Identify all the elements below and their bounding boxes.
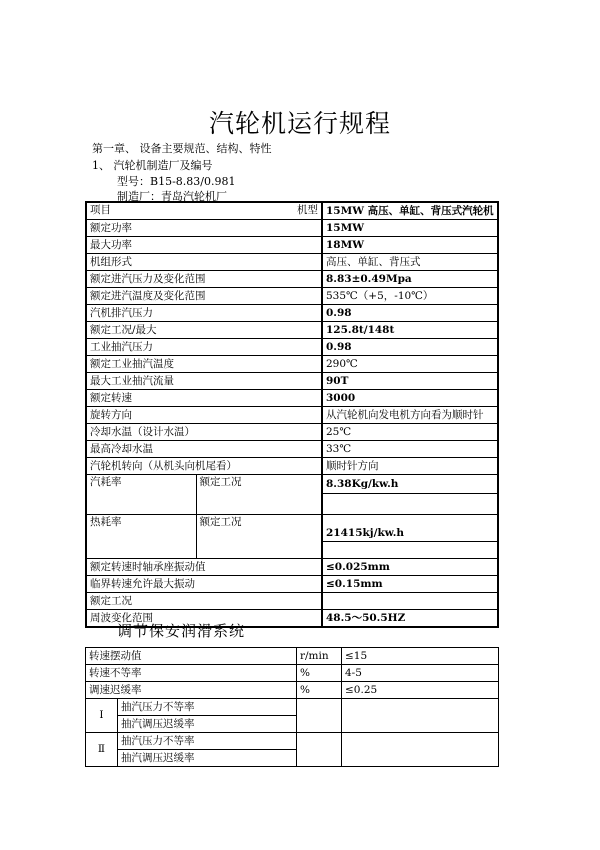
spec-row: [86, 441, 498, 458]
reg-group-item: 抽汽压力不等率: [118, 733, 297, 750]
spec-row: [86, 237, 498, 254]
spec-row-value: 0.98: [322, 305, 498, 322]
reg-group-unit: [297, 699, 342, 733]
spec-row-value: 290℃: [322, 356, 498, 373]
model-line: 型号：B15-8.83/0.981: [117, 175, 236, 188]
reg-row-unit: r/min: [297, 648, 342, 665]
spec-row-label: 额定工况/最大: [86, 322, 322, 339]
reg-row-value: ≤0.25: [342, 682, 499, 699]
spec-row-label: 机组形式: [86, 254, 322, 271]
spec-row-label: 额定进汽压力及变化范围: [86, 271, 322, 288]
spec-row: [86, 559, 498, 576]
maker-line: 制造厂：青岛汽轮机厂: [117, 190, 227, 203]
steam-rate-extra-cell: [322, 494, 498, 515]
spec-row-value: 15MW: [322, 220, 498, 237]
spec-row: [86, 220, 498, 237]
reg-row-unit: %: [297, 665, 342, 682]
spec-row: [86, 407, 498, 424]
spec-row-label: 汽轮机转向（从机头向机尾看）: [86, 458, 322, 475]
spec-row: [86, 424, 498, 441]
spec-header-item: 项目: [90, 204, 111, 216]
spec-row-label: 额定转速时轴承座振动值: [86, 559, 322, 576]
heat-rate-value: 21415kj/kw.h: [322, 515, 498, 542]
spec-row-value: 33℃: [322, 441, 498, 458]
reg-group-item: 抽汽压力不等率: [118, 699, 297, 716]
spec-row: [86, 305, 498, 322]
spec-header-model: 机型: [297, 204, 318, 216]
reg-group-value: [342, 733, 499, 767]
spec-row-label: 工业抽汽压力: [86, 339, 322, 356]
reg-row: [86, 665, 499, 682]
steam-rate-condition: 额定工况: [196, 475, 322, 515]
reg-group-row: [86, 733, 499, 750]
spec-row-label: 冷却水温（设计水温）: [86, 424, 322, 441]
reg-row: [86, 648, 499, 665]
spec-header-row: [86, 202, 498, 220]
spec-row-label: 最高冷却水温: [86, 441, 322, 458]
spec-row: [86, 576, 498, 593]
spec-table: [85, 201, 499, 628]
reg-row-label: 调速迟缓率: [86, 682, 297, 699]
spec-row-label: 额定进汽温度及变化范围: [86, 288, 322, 305]
reg-group-item: 抽汽调压迟缓率: [118, 750, 297, 767]
heat-rate-condition: 额定工况: [196, 515, 322, 559]
spec-row: [86, 458, 498, 475]
spec-row-label: 旋转方向: [86, 407, 322, 424]
reg-row-unit: %: [297, 682, 342, 699]
spec-row: [86, 356, 498, 373]
spec-row: [86, 339, 498, 356]
reg-group-value: [342, 699, 499, 733]
spec-row-value: 从汽轮机向发电机方向看为顺时针: [322, 407, 498, 424]
spec-row-label: 额定转速: [86, 390, 322, 407]
reg-group-index: Ⅰ: [86, 699, 118, 733]
steam-rate-row: [86, 475, 498, 494]
reg-row-label: 转速摆动值: [86, 648, 297, 665]
reg-group-index: Ⅱ: [86, 733, 118, 767]
spec-row-value: ≤0.025mm: [322, 559, 498, 576]
spec-row: [86, 390, 498, 407]
spec-row: [86, 254, 498, 271]
spec-row-label: 额定工业抽汽温度: [86, 356, 322, 373]
spec-row: [86, 593, 498, 610]
spec-row-value: 48.5～50.5HZ: [322, 610, 498, 628]
reg-group-row: [86, 699, 499, 716]
spec-row-value: [322, 593, 498, 610]
reg-group-item: 抽汽调压迟缓率: [118, 716, 297, 733]
reg-group-unit: [297, 733, 342, 767]
spec-row: [86, 373, 498, 390]
spec-row-value: 8.83±0.49Mpa: [322, 271, 498, 288]
regulation-table: [85, 647, 499, 767]
reg-row-label: 转速不等率: [86, 665, 297, 682]
heat-rate-label: 热耗率: [86, 515, 196, 559]
steam-rate-value: 8.38Kg/kw.h: [322, 475, 498, 494]
spec-row-value: 顺时针方向: [322, 458, 498, 475]
spec-row-value: 535℃（+5，-10℃）: [322, 288, 498, 305]
chapter-heading: 第一章、 设备主要规范、结构、特性: [92, 142, 272, 155]
heat-rate-row: [86, 515, 498, 542]
spec-header-cell: [86, 202, 322, 220]
page-title: 汽轮机运行规程: [208, 109, 391, 138]
spec-row-value: 0.98: [322, 339, 498, 356]
spec-row-value: 3000: [322, 390, 498, 407]
spec-row-value: ≤0.15mm: [322, 576, 498, 593]
spec-row-label: 最大功率: [86, 237, 322, 254]
section-heading: 1、 汽轮机制造厂及编号: [92, 159, 213, 172]
spec-row-value: 90T: [322, 373, 498, 390]
spec-row-label: 额定工况: [86, 593, 322, 610]
section2-title: 调节保安润滑系统: [117, 622, 246, 640]
spec-row-value: 18MW: [322, 237, 498, 254]
reg-row: [86, 682, 499, 699]
spec-row-label: 额定功率: [86, 220, 322, 237]
spec-row: [86, 271, 498, 288]
spec-row-value: 25℃: [322, 424, 498, 441]
reg-row-value: 4-5: [342, 665, 499, 682]
spec-row-label: 汽机排汽压力: [86, 305, 322, 322]
heat-rate-extra-cell: [322, 542, 498, 559]
spec-row-label: 临界转速允许最大振动: [86, 576, 322, 593]
reg-row-value: ≤15: [342, 648, 499, 665]
spec-row: [86, 288, 498, 305]
spec-row: [86, 322, 498, 339]
spec-row-label: 最大工业抽汽流量: [86, 373, 322, 390]
spec-row-value: 125.8t/148t: [322, 322, 498, 339]
spec-row-value: 高压、单缸、背压式: [322, 254, 498, 271]
spec-row-label: 周波变化范围: [86, 610, 322, 628]
steam-rate-label: 汽耗率: [86, 475, 196, 515]
spec-header-value: 15MW 高压、单缸、背压式汽轮机: [322, 202, 498, 220]
